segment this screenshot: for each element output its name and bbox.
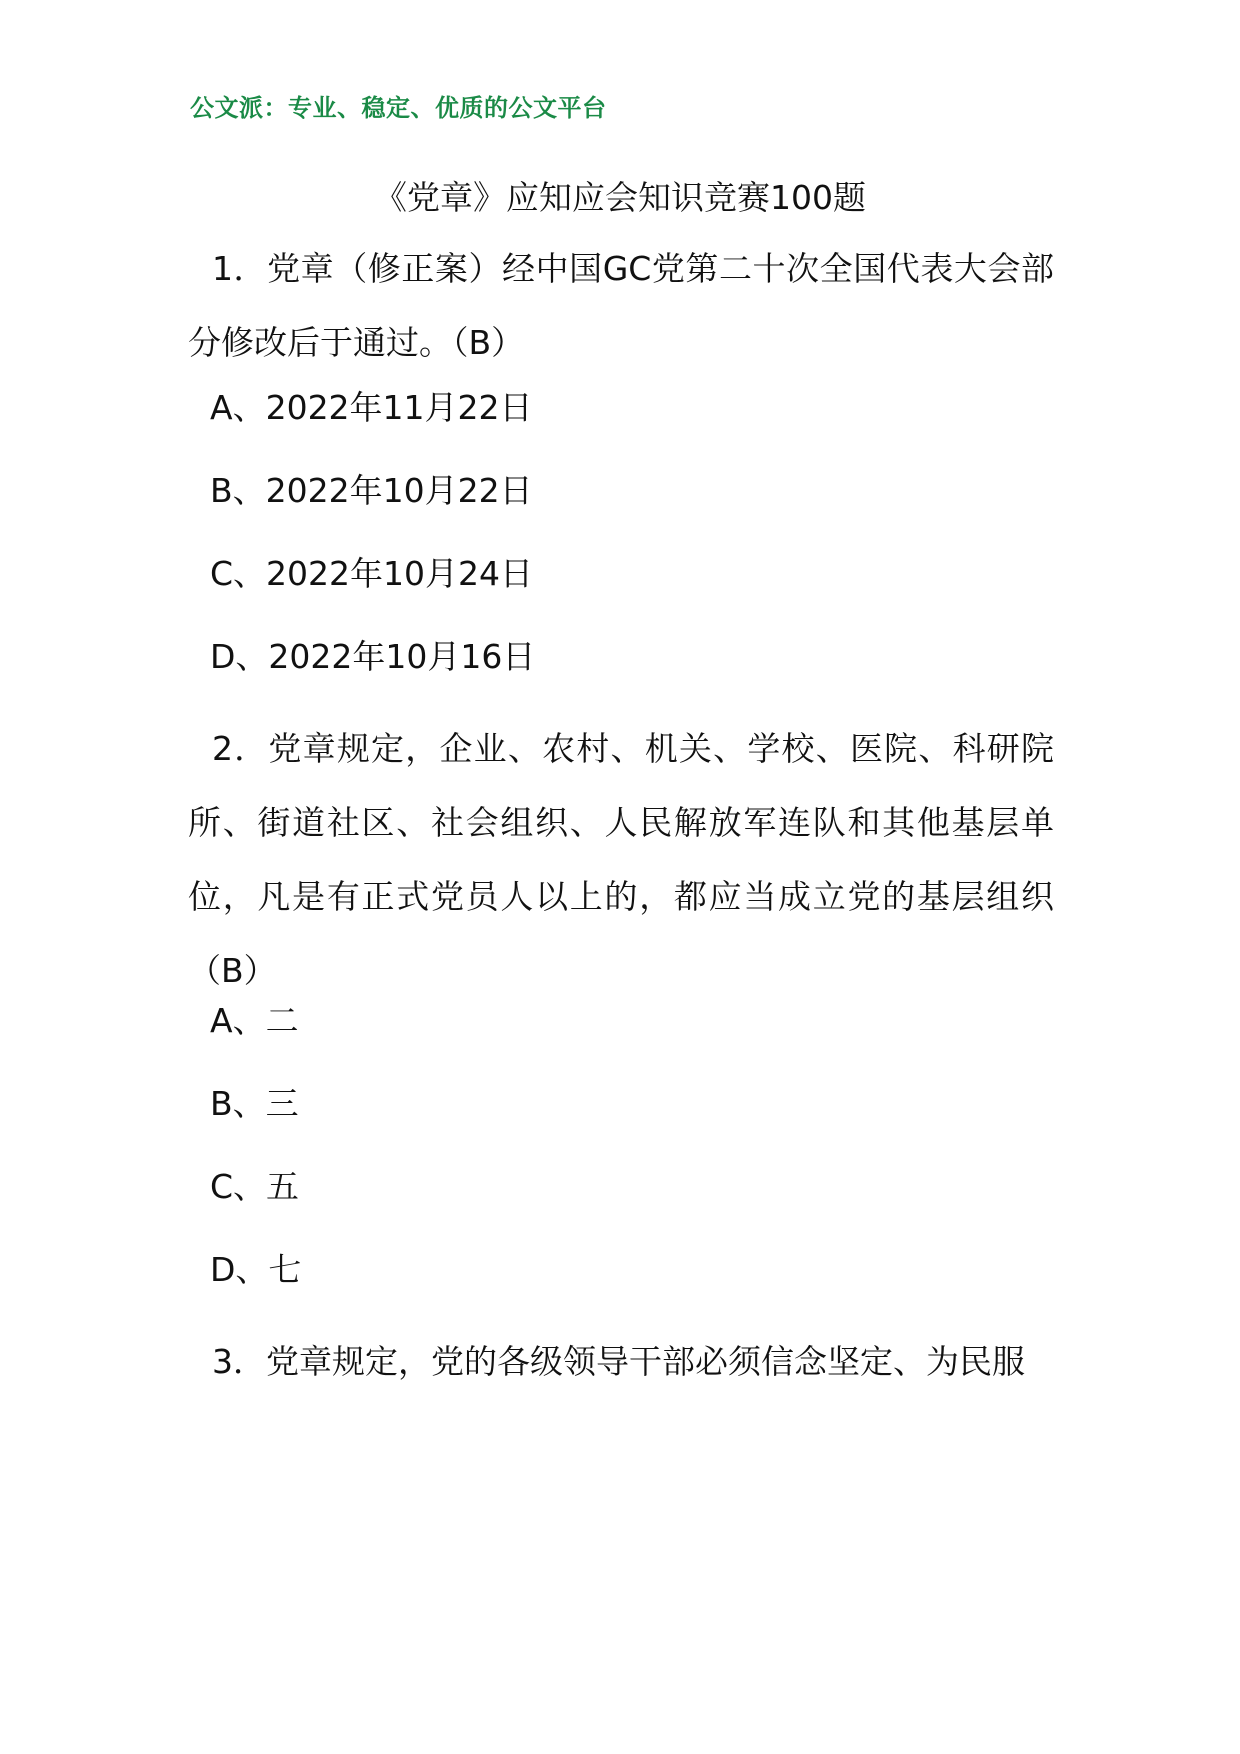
question-2-option-a: A、二 — [210, 1001, 299, 1040]
question-1: 1．党章（修正案）经中国GC党第二十次全国代表大会部分修改后于通过。（B） — [188, 249, 1054, 362]
question-2: 2．党章规定，企业、农村、机关、学校、医院、科研院所、街道社区、社会组织、人民解放军连队和其他基层单位，凡是有正式党员人以上的，都应当成立党的基层组织（B） — [188, 729, 1054, 990]
question-1-option-d: D、2022年10月16日 — [210, 637, 536, 676]
site-header: 公文派：专业、稳定、优质的公文平台 — [190, 94, 607, 122]
question-1-option-b: B、2022年10月22日 — [210, 471, 533, 510]
question-2-option-b: B、三 — [210, 1084, 299, 1123]
question-1-option-a: A、2022年11月22日 — [210, 388, 533, 427]
question-3: 3．党章规定，党的各级领导干部必须信念坚定、为民服 — [212, 1342, 1025, 1381]
question-2-option-d: D、七 — [210, 1250, 302, 1289]
document-title: 《党章》应知应会知识竞赛100题 — [374, 178, 866, 217]
question-2-option-c: C、五 — [210, 1167, 300, 1206]
question-1-option-c: C、2022年10月24日 — [210, 554, 534, 593]
